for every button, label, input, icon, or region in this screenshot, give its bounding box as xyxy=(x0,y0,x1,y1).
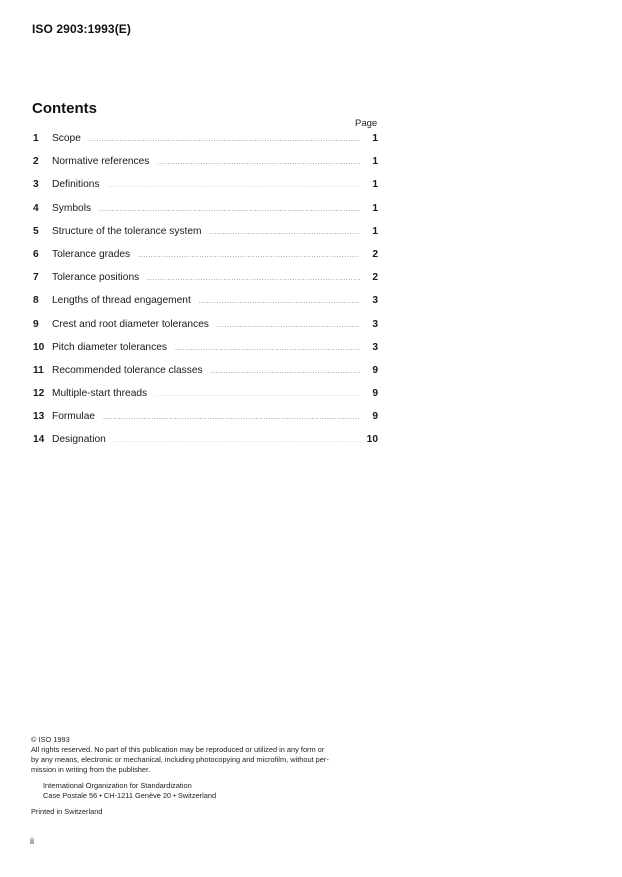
printed-in: Printed in Switzerland xyxy=(31,807,103,816)
toc-entry-page: 2 xyxy=(372,248,378,260)
toc-entry-page: 1 xyxy=(372,225,378,237)
toc-entry-title: Structure of the tolerance system xyxy=(52,225,202,237)
contents-title: Contents xyxy=(32,100,97,117)
toc-entry-page: 1 xyxy=(372,156,378,168)
toc-entry-page: 1 xyxy=(372,202,378,214)
toc-entry-title: Formulae xyxy=(52,411,96,423)
toc-entry-title: Pitch diameter tolerances xyxy=(52,341,167,353)
toc-leader-dots xyxy=(114,437,360,444)
table-of-contents xyxy=(33,133,378,458)
toc-entry-recommended-classes[interactable] xyxy=(33,365,378,388)
toc-entry-number: 10 xyxy=(33,341,45,353)
toc-leader-dots xyxy=(103,414,360,421)
toc-entry-number: 9 xyxy=(33,318,39,330)
toc-entry-page: 3 xyxy=(372,295,378,307)
toc-entry-number: 2 xyxy=(33,156,39,168)
toc-entry-page: 1 xyxy=(372,133,378,144)
copyright-notice xyxy=(31,735,381,817)
toc-leader-dots xyxy=(217,322,360,329)
toc-leader-dots xyxy=(175,345,360,352)
toc-entry-number: 14 xyxy=(33,434,45,446)
toc-entry-multiple-start-threads[interactable] xyxy=(33,388,378,411)
toc-leader-dots xyxy=(138,252,360,259)
toc-entry-number: 3 xyxy=(33,179,39,191)
toc-entry-title: Recommended tolerance classes xyxy=(52,364,203,376)
toc-leader-dots xyxy=(210,229,361,236)
toc-entry-number: 12 xyxy=(33,388,45,400)
rights-text-line-2: by any means, electronic or mechanical, including photocopying and microfilm, without per- xyxy=(31,755,329,764)
document-id: ISO 2903:1993(E) xyxy=(32,22,131,36)
toc-entry-title: Multiple-start threads xyxy=(52,388,148,400)
toc-entry-page: 10 xyxy=(366,434,378,446)
toc-entry-lengths-of-engagement[interactable] xyxy=(33,295,378,318)
toc-entry-title: Definitions xyxy=(52,179,100,191)
organization-address: Case Postale 56 • CH-1211 Genève 20 • Switzerland xyxy=(43,791,217,800)
toc-entry-crest-root-tolerances[interactable] xyxy=(33,319,378,342)
toc-entry-scope[interactable] xyxy=(33,133,378,156)
toc-leader-dots xyxy=(211,368,360,375)
toc-leader-dots xyxy=(155,391,360,398)
toc-entry-title: Symbols xyxy=(52,202,92,214)
toc-leader-dots xyxy=(199,298,360,305)
toc-leader-dots xyxy=(89,136,360,143)
toc-entry-page: 9 xyxy=(372,364,378,376)
toc-entry-page: 3 xyxy=(372,318,378,330)
toc-entry-page: 3 xyxy=(372,341,378,353)
toc-entry-page: 1 xyxy=(372,179,378,191)
toc-entry-page: 9 xyxy=(372,411,378,423)
organization-name: International Organization for Standardization xyxy=(43,781,192,790)
toc-entry-tolerance-grades[interactable] xyxy=(33,249,378,272)
toc-entry-pitch-diameter-tolerances[interactable] xyxy=(33,342,378,365)
toc-entry-number: 8 xyxy=(33,295,39,307)
toc-entry-definitions[interactable] xyxy=(33,179,378,202)
toc-entry-title: Tolerance grades xyxy=(52,248,131,260)
toc-entry-title: Normative references xyxy=(52,156,150,168)
toc-leader-dots xyxy=(99,206,360,213)
toc-entry-page: 9 xyxy=(372,388,378,400)
copyright-line: © ISO 1993 xyxy=(31,735,70,744)
toc-entry-number: 7 xyxy=(33,272,39,284)
toc-entry-title: Lengths of thread engagement xyxy=(52,295,191,307)
toc-entry-structure[interactable] xyxy=(33,226,378,249)
toc-entry-title: Designation xyxy=(52,434,106,446)
toc-entry-page: 2 xyxy=(372,272,378,284)
toc-entry-number: 13 xyxy=(33,411,45,423)
toc-leader-dots xyxy=(147,275,360,282)
toc-entry-number: 11 xyxy=(33,364,44,376)
toc-entry-designation[interactable] xyxy=(33,434,378,457)
toc-leader-dots xyxy=(157,159,360,166)
toc-entry-number: 5 xyxy=(33,225,39,237)
toc-entry-number: 6 xyxy=(33,248,39,260)
toc-entry-title: Crest and root diameter tolerances xyxy=(52,318,209,330)
toc-leader-dots xyxy=(108,182,360,189)
toc-entry-number: 4 xyxy=(33,202,39,214)
rights-text-line-3: mission in writing from the publisher. xyxy=(31,765,151,774)
toc-entry-tolerance-positions[interactable] xyxy=(33,272,378,295)
toc-entry-symbols[interactable] xyxy=(33,203,378,226)
page-column-label: Page xyxy=(355,118,378,129)
toc-entry-normative-references[interactable] xyxy=(33,156,378,179)
rights-text-line-1: All rights reserved. No part of this publication may be reproduced or utilized in any form or xyxy=(31,745,325,754)
toc-entry-title: Scope xyxy=(52,133,81,144)
toc-entry-title: Tolerance positions xyxy=(52,272,140,284)
page-number: ii xyxy=(30,836,34,846)
toc-entry-formulae[interactable] xyxy=(33,411,378,434)
toc-entry-number: 1 xyxy=(33,133,39,144)
